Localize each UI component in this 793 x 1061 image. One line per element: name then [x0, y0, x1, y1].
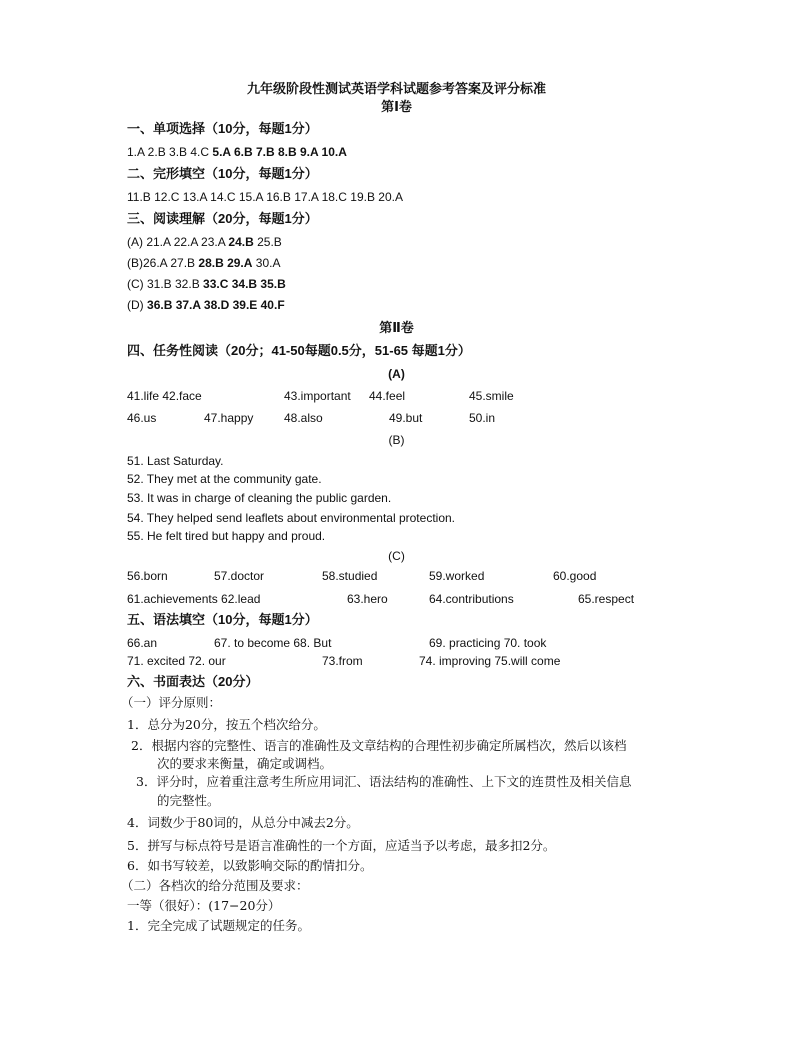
answer-cell: 46.us [127, 411, 157, 425]
volume-one-heading: 第Ⅰ卷 [381, 99, 412, 114]
volume-two-heading: 第Ⅱ卷 [379, 320, 414, 335]
answer-cell: 66.an [127, 636, 158, 650]
rule-line: 6．如书写较差，以致影响交际的酌情扣分。 [127, 858, 373, 873]
answer-line: 54. They helped send leaflets about environmental protection. [127, 511, 455, 525]
answer-cell: 50.in [469, 411, 496, 425]
answer-cell: 74. improving 75.will come [419, 654, 561, 668]
rule-line: 3．评分时，应着重注意考生所应用词汇、语法结构的准确性、上下文的连贯性及相关信息 [136, 774, 632, 789]
answers-bold: 5.A 6.B 7.B 8.B 9.A 10.A [212, 145, 347, 159]
level-one-item: 1．完全完成了试题规定的任务。 [127, 918, 310, 933]
part-a-label: (A) [388, 367, 405, 381]
answers-tail: 30.A [255, 256, 281, 270]
rule-line: 2．根据内容的完整性、语言的准确性及文章结构的合理性初步确定所属档次，然后以该档 [131, 738, 627, 753]
answers-normal: (B)26.A 27.B [127, 256, 196, 270]
answer-cell: 59.worked [429, 569, 485, 583]
scoring-principles-heading: （一）评分原则： [121, 695, 222, 710]
rule-line: 4．词数少于80词的，从总分中减去2分。 [127, 815, 359, 830]
answer-cell: 43.important [284, 389, 351, 403]
level-ranges-heading: （二）各档次的给分范围及要求： [121, 878, 309, 893]
answer-cell: 49.but [389, 411, 423, 425]
rule-line: 5．拼写与标点符号是语言准确性的一个方面，应适当予以考虑，最多扣2分。 [127, 838, 556, 853]
answer-cell: 48.also [284, 411, 323, 425]
answer-cell: 63.hero [347, 592, 388, 606]
section-2-answers: 11.B 12.C 13.A 14.C 15.A 16.B 17.A 18.C 19.B 20.A [127, 190, 403, 204]
section-4-heading: 四、任务性阅读（20分；41-50每题0.5分，51-65 每题1分） [127, 343, 471, 358]
section-3-part-d [127, 297, 285, 313]
answer-cell: 47.happy [204, 411, 254, 425]
answers-normal: (D) [127, 298, 144, 312]
section-1-answers [127, 144, 347, 160]
section-5-heading: 五、语法填空（10分，每题1分） [127, 612, 318, 627]
answers-tail: 25.B [257, 235, 282, 249]
part-c-label: (C) [388, 549, 405, 563]
answer-cell: 56.born [127, 569, 168, 583]
answer-cell: 57.doctor [214, 569, 265, 583]
answer-cell: 58.studied [322, 569, 378, 583]
answer-line: 51. Last Saturday. [127, 454, 224, 468]
answer-cell: 45.smile [469, 389, 514, 403]
answer-cell: 65.respect [578, 592, 635, 606]
answers-normal: 1.A 2.B 3.B 4.C [127, 145, 210, 159]
section-2-heading: 二、完形填空（10分，每题1分） [127, 166, 318, 181]
answer-cell: 69. practicing 70. took [429, 636, 547, 650]
rule-line: 1．总分为20分，按五个档次给分。 [127, 717, 326, 732]
answers-bold: 36.B 37.A 38.D 39.E 40.F [147, 298, 285, 312]
answer-cell: 73.from [322, 654, 363, 668]
level-one-label: 一等（很好）：(17−20分） [127, 898, 281, 913]
rule-line: 的完整性。 [157, 793, 220, 808]
answers-bold: 24.B [228, 235, 254, 249]
answer-cell: 64.contributions [429, 592, 514, 606]
answer-line: 52. They met at the community gate. [127, 472, 322, 486]
answer-cell: 61.achievements 62.lead [127, 592, 261, 606]
answers-bold: 28.B 29.A [198, 256, 253, 270]
rule-line: 次的要求来衡量，确定或调档。 [157, 756, 333, 771]
section-3-part-a [127, 234, 282, 250]
answers-normal: (A) 21.A 22.A 23.A [127, 235, 226, 249]
answers-normal: (C) 31.B 32.B [127, 277, 200, 291]
answer-cell: 41.life 42.face [127, 389, 202, 403]
section-3-part-c [127, 276, 286, 292]
document-title: 九年级阶段性测试英语学科试题参考答案及评分标准 [246, 81, 546, 96]
section-6-heading: 六、书面表达（20分） [127, 674, 259, 689]
answer-cell: 67. to become 68. But [214, 636, 332, 650]
answer-cell: 44.feel [369, 389, 406, 403]
section-1-heading: 一、单项选择（10分，每题1分） [127, 121, 318, 136]
answer-line: 53. It was in charge of cleaning the public garden. [127, 491, 392, 505]
answer-cell: 71. excited 72. our [127, 654, 226, 668]
answer-line: 55. He felt tired but happy and proud. [127, 529, 326, 543]
part-b-label: (B) [388, 433, 405, 447]
answers-bold: 33.C 34.B 35.B [203, 277, 286, 291]
section-3-part-b [127, 255, 280, 271]
answer-cell: 60.good [553, 569, 597, 583]
section-3-heading: 三、阅读理解（20分，每题1分） [127, 211, 318, 226]
